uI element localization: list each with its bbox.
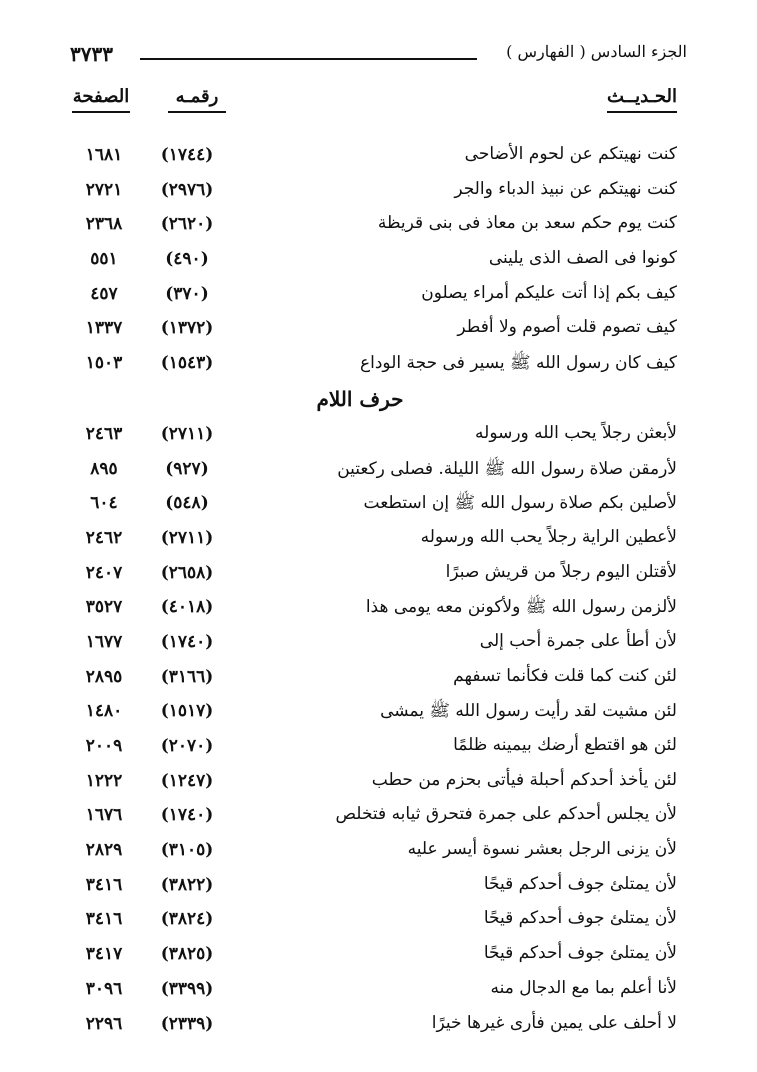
page-reference: ٥٥١ [90,249,118,270]
page-reference: ٢٤٦٢ [85,527,123,548]
page-reference: ٤٥٧ [90,283,118,304]
page-reference: ٢٢٩٦ [85,1013,123,1034]
hadith-number: (٤٠١٨) [160,597,214,618]
hadith-number: (٣٨٢٤) [160,909,214,930]
index-row [0,454,757,489]
index-row [0,488,757,523]
hadith-number: (٢٧١١) [160,423,214,444]
page-reference: ٢٨٩٥ [85,666,123,687]
hadith-number: (٩٢٧) [165,458,209,479]
page-reference: ٢٧٢١ [85,179,123,200]
index-row [0,348,757,383]
hadith-text: لئن مشيت لقد رأيت رسول الله ﷺ يمشى [380,701,677,722]
index-row [0,627,757,662]
index-row [0,175,757,210]
index-row [0,731,757,766]
running-title: الجزء السادس ( الفهارس ) [506,42,687,61]
hadith-number: (٢٩٧٦) [160,179,214,200]
hadith-number: (١٧٤٠) [160,805,214,826]
column-header-page: الصفحة [72,85,130,113]
index-row [0,904,757,939]
hadith-text: لأقتلن اليوم رجلاً من قريش صبرًا [445,561,677,582]
page-reference: ٢٣٦٨ [85,214,123,235]
hadith-text: لا أحلف على يمين فأرى غيرها خيرًا [431,1012,677,1033]
index-row [0,800,757,835]
column-headers [70,85,677,119]
page-reference: ٢٠٠٩ [85,736,123,756]
index-row [0,870,757,905]
hadith-number: (٢٦٥٨) [160,562,214,583]
index-row [0,558,757,593]
section-title: حرف اللام [316,386,404,411]
header-rule [140,58,477,60]
hadith-text: لأصلين بكم صلاة رسول الله ﷺ إن استطعت [363,493,677,514]
page-reference: ١٢٢٢ [85,770,123,791]
hadith-text: لئن كنت كما قلت فكأنما تسفهم [453,665,677,686]
page-reference: ٦٠٤ [90,493,118,514]
index-row [0,662,757,697]
page-reference: ٣٤١٦ [85,874,123,895]
index-row [0,313,757,348]
index-row [0,592,757,627]
index-row [0,419,757,454]
hadith-text: لأن يمتلئ جوف أحدكم قيحًا [483,943,677,964]
index-rows [0,140,757,1043]
hadith-number: (٣٧٠) [165,283,209,304]
hadith-text: كيف كان رسول الله ﷺ يسير فى حجة الوداع [360,353,677,374]
hadith-text: لأن أطأ على جمرة أحب إلى [479,630,677,651]
hadith-text: لأن يجلس أحدكم على جمرة فتحرق ثيابه فتخلص [335,804,677,825]
page-number: ٣٧٣٣ [70,42,113,66]
page-reference: ٢٤٠٧ [85,562,123,583]
page-reference: ٨٩٥ [90,458,118,479]
hadith-number: (٢٣٣٩) [160,1013,214,1034]
page-reference: ١٦٨١ [85,145,123,165]
index-row [0,279,757,314]
index-row [0,244,757,279]
running-header [70,42,687,76]
hadith-number: (٣١٦٦) [160,666,214,687]
hadith-text: كيف تصوم قلت أصوم ولا أفطر [457,317,677,338]
hadith-text: لأنا أعلم بما مع الدجال منه [490,977,677,998]
hadith-number: (٣١٠٥) [160,840,214,861]
hadith-text: كنت نهيتكم عن نبيذ الدباء والجر [454,178,677,199]
index-row [0,939,757,974]
hadith-number: (٣٣٩٩) [160,978,214,999]
hadith-text: لئن يأخذ أحدكم أحبلة فيأتى بحزم من حطب [371,769,677,790]
page-reference: ٣٤١٧ [85,944,123,965]
page-reference: ٢٨٢٩ [85,840,123,861]
index-row [0,696,757,731]
hadith-number: (١٣٧٢) [160,318,214,339]
page-reference: ٢٤٦٣ [85,423,123,444]
hadith-number: (٥٤٨) [165,493,209,514]
index-row [0,1009,757,1044]
index-row [0,140,757,175]
hadith-number: (١٥٤٣) [160,353,214,374]
hadith-number: (١٧٤٤) [160,145,214,165]
hadith-number: (١٢٤٧) [160,770,214,791]
hadith-number: (١٥١٧) [160,701,214,722]
hadith-text: كنت نهيتكم عن لحوم الأضاحى [464,144,677,164]
page-reference: ٣٤١٦ [85,909,123,930]
hadith-number: (١٧٤٠) [160,631,214,652]
hadith-text: لأن يزنى الرجل بعشر نسوة أيسر عليه [407,839,677,860]
hadith-number: (٣٨٢٥) [160,944,214,965]
index-row [0,974,757,1009]
page-reference: ٣٥٢٧ [85,597,123,618]
page-reference: ٣٠٩٦ [85,978,123,999]
hadith-number: (٢٠٧٠) [160,736,214,756]
page-reference: ١٥٠٣ [85,353,123,374]
index-row [0,766,757,801]
hadith-number: (٢٦٢٠) [160,214,214,235]
hadith-text: كيف بكم إذا أتت عليكم أمراء يصلون [421,282,677,303]
hadith-text: لئن هو اقتطع أرضك بيمينه ظلمًا [453,735,677,755]
page-reference: ١٦٧٧ [85,631,123,652]
page-reference: ١٦٧٦ [85,805,123,826]
hadith-text: لأن يمتلئ جوف أحدكم قيحًا [483,873,677,894]
hadith-text: لأرمقن صلاة رسول الله ﷺ الليلة. فصلى ركعتين [337,458,677,479]
hadith-number: (٢٧١١) [160,527,214,548]
index-row [0,209,757,244]
index-row [0,523,757,558]
hadith-text: كونوا فى الصف الذى يلينى [488,248,677,269]
hadith-number: (٤٩٠) [165,249,209,270]
page-reference: ١٤٨٠ [85,701,123,722]
section-heading-row [0,383,757,419]
column-header-hadith: الحـديــث [607,85,677,113]
hadith-text: لألزمن رسول الله ﷺ ولأكونن معه يومى هذا [365,597,677,618]
column-header-number: رقمـه [168,85,226,113]
hadith-text: كنت يوم حكم سعد بن معاذ فى بنى قريظة [377,213,677,234]
hadith-number: (٣٨٢٢) [160,874,214,895]
index-row [0,835,757,870]
hadith-text: لأبعثن رجلاً يحب الله ورسوله [475,422,677,443]
page-reference: ١٣٣٧ [85,318,123,339]
hadith-text: لأن يمتلئ جوف أحدكم قيحًا [483,908,677,929]
hadith-text: لأعطين الراية رجلاً يحب الله ورسوله [420,526,677,547]
